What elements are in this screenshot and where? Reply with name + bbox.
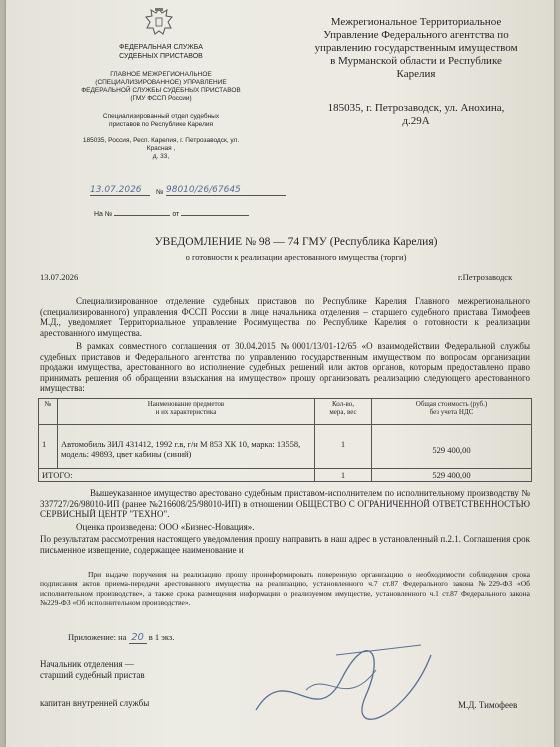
paragraph-instructions: При выдаче поручения на реализацию прошу проинформировать поверенную организацию о необходимости соблюдения срока подписания актов приема-передачи арестованного имущества на реализацию, установленного ч.7 ст.87 Федерального закона №229-ФЗ «Об исполнительном производстве», а также срока размещения информации о реализуемом имуществе, установленного ч.1 ст.87 Федерального закона №229-ФЗ «Об исполнительном производстве». (40, 570, 530, 608)
document-city: г.Петрозаводск (458, 272, 513, 282)
signature-icon (246, 640, 436, 730)
org-header: ФЕДЕРАЛЬНАЯ СЛУЖБА СУДЕБНЫХ ПРИСТАВОВ ГЛАВНОЕ МЕЖРЕГИОНАЛЬНОЕ (СПЕЦИАЛИЗИРОВАННОЕ) УПРАВЛЕНИЕ ФЕДЕРАЛЬНОЙ СЛУЖБЫ СУДЕБНЫХ ПРИСТАВОВ (ГМУ ФССП России) Специализированный отдел судебных приставов по Республике Карелия 185035, Россия, Респ. Карелия, г. Петрозаводск, ул. Красная , д. 33, (81, 44, 241, 160)
signatory-rank: капитан внутренней службы (40, 698, 150, 708)
document-page (6, 0, 554, 747)
reg-number: 98010/26/67645 (166, 185, 286, 196)
registration-line: 13.07.2026 № 98010/26/67645 (90, 185, 290, 199)
property-table: № Наименование предметов и их характеристика Кол-во, мера, вес Общая стоимость (руб.) без учета НДС 1 Автомобиль ЗИЛ 431412, 1992 г.в, г/н М 853 ХК 10, марка: 13558, модель: 49893, цвет кабины (синий) 1 529 400,00 ИТОГО: 1 529 400,00 (38, 398, 532, 482)
signatory-position: Начальник отделения — старший судебный пристав (40, 659, 145, 680)
reference-line: На № от (94, 208, 264, 220)
table-total-row: ИТОГО: 1 529 400,00 (39, 469, 532, 482)
paragraph-arrest: Вышеуказанное имущество арестовано судебным приставом-исполнителем по исполнительному производству № 337727/26/98010-ИП (ранее №216608/25/98010-ИП) в отношении ОБЩЕСТВО С ОГРАНИЧЕННОЙ ОТВЕТСТВЕННОСТЬЮ СЕРВИСНЫЙ ЦЕНТР "ТЕХНО". (40, 488, 530, 520)
reg-date: 13.07.2026 (90, 185, 150, 196)
table-row: 1 Автомобиль ЗИЛ 431412, 1992 г.в, г/н М 853 ХК 10, марка: 13558, модель: 49893, цвет кабины (синий) 1 529 400,00 (39, 425, 532, 469)
attachment-line: Приложение: на 20 в 1 экз. (68, 632, 175, 643)
signatory-name: М.Д. Тимофеев (458, 700, 518, 710)
paragraph-agreement: В рамках совместного соглашения от 30.04.2015 №0001/13/01-12/65 «О взаимодействии Федеральной службы судебных приставов и Федерального агентства по управлению государственным имуществом по вопросам организации продажи имущества, арестованного во исполнение судебных решений или актов органов, которым предоставлено право принимать решения об обращении взыскания на имущество» прошу организовать реализацию следующего арестованного имущества: (40, 341, 530, 394)
document-subtitle: о готовности к реализации арестованного имущества (торги) (185, 252, 407, 262)
coat-of-arms-icon (144, 6, 174, 40)
recipient-block: Межрегиональное Территориальное Управление Федерального агентства по управлению государственным имуществом в Мурманской области и Республике Карелия 185035, г. Петрозаводск, ул. Анохина, д.29А (314, 16, 518, 127)
document-title: УВЕДОМЛЕНИЕ № 98 — 74 ГМУ (Республика Карелия) (154, 236, 438, 248)
paragraph-request: По результатам рассмотрения настоящего уведомления прошу направить в наш адрес в установленный п.2.1. Соглашения срок письменное извещение, содержащее наименование и (40, 534, 530, 555)
paragraph-intro: Специализированное отделение судебных приставов по Республике Карелия Главного межрегионального (специализированного) управления ФССП России в лице начальника отделения – старшего судебного пристава Тимофеев М.Д., уведомляет Территориальное управление Росимущества по Республике Карелия о готовности к реализации арестованного имущества. (40, 296, 530, 338)
document-date: 13.07.2026 (40, 272, 79, 282)
paragraph-valuation: Оценка произведена: ООО «Бизнес-Новация». (76, 522, 255, 532)
